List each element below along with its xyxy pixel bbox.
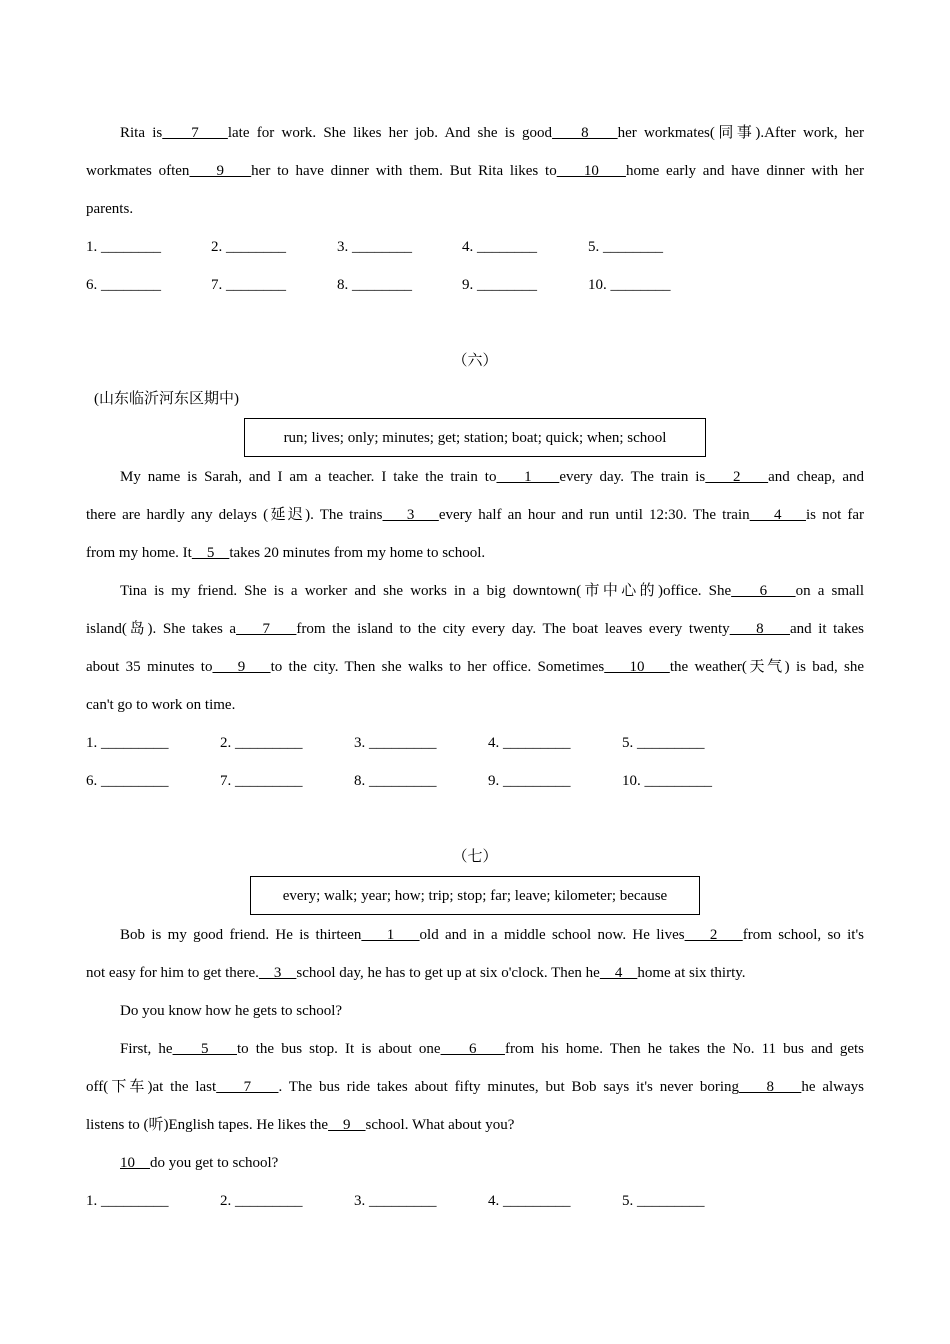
answer-blank: 5. ________ (588, 239, 663, 255)
text: Tina is my friend. She is a worker and she works in a big downtown(市中心的)office. She (120, 583, 732, 599)
answer-blank: 6. _________ (86, 773, 169, 789)
answer-blank: 3. ________ (337, 239, 412, 255)
text: her workmates(同事).After work, her (617, 125, 865, 141)
text: on a small (795, 583, 865, 599)
text: there are hardly any delays (延迟). The trains (86, 507, 383, 523)
text: the weather(天气) is bad, she (669, 659, 865, 675)
answer-blank: 4. _________ (488, 1193, 571, 1209)
section7-word-box: every; walk; year; how; trip; stop; far; leave; kilometer; because (250, 876, 700, 915)
answer-blank: 4. _________ (488, 735, 571, 751)
answer-blank: 7. ________ (211, 277, 286, 293)
answer-blank: 8. _________ (354, 773, 437, 789)
text: about 35 minutes to (86, 659, 213, 675)
answer-blank: 5. _________ (622, 735, 705, 751)
text: he always (801, 1079, 865, 1095)
blank-5: 5 (191, 545, 230, 561)
text: workmates often (86, 163, 190, 179)
blank-1: 1 (361, 927, 420, 943)
blank-6: 6 (731, 583, 796, 599)
blank-10: 10 (604, 659, 670, 675)
text: from my home. It (86, 545, 192, 561)
answer-blank: 2. ________ (211, 239, 286, 255)
blank-4: 4 (749, 507, 806, 523)
text: every day. The train is (559, 469, 706, 485)
blank-10-tail (135, 1155, 150, 1171)
blank-9: 9 (189, 163, 252, 179)
blank-8: 8 (729, 621, 790, 637)
text: from the island to the city every day. The boat leaves every twenty (296, 621, 730, 637)
text: Do you know how he gets to school? (120, 1003, 343, 1019)
section7-p4-line1 (120, 1153, 864, 1173)
text: and cheap, and (768, 469, 864, 485)
blank-5: 5 (172, 1041, 237, 1057)
blank-8: 8 (739, 1079, 802, 1095)
text: takes 20 minutes from my home to school. (229, 545, 486, 561)
blank-10: 10 (556, 163, 626, 179)
section6-p2-line3 (86, 657, 864, 677)
text: from his home. Then he takes the No. 11 bus and gets (504, 1041, 865, 1057)
text: her to have dinner with them. But Rita likes to (251, 163, 557, 179)
text: not easy for him to get there. (86, 965, 259, 981)
blank-8: 8 (552, 125, 618, 141)
answer-blank: 1. ________ (86, 239, 161, 255)
section7-p1-line1 (120, 925, 864, 945)
text: home early and have dinner with her (625, 163, 865, 179)
section6-p1-line2 (86, 505, 864, 525)
text: can't go to work on time. (86, 697, 236, 713)
answer-blank: 6. ________ (86, 277, 161, 293)
text: from school, so it's (742, 927, 865, 943)
text: My name is Sarah, and I am a teacher. I take the train to (120, 469, 497, 485)
section6-p2-line2 (86, 619, 864, 639)
blank-9: 9 (328, 1117, 366, 1133)
blank-3: 3 (258, 965, 297, 981)
blank-6: 6 (440, 1041, 505, 1057)
text: and it takes (789, 621, 865, 637)
text: every half an hour and run until 12:30. The train (438, 507, 750, 523)
blank-7: 7 (236, 621, 297, 637)
passage5-line2 (86, 161, 864, 181)
text: school day, he has to get up at six o'clock. Then he (296, 965, 600, 981)
answer-blank: 2. _________ (220, 735, 303, 751)
text: to the city. Then she walks to her office. Sometimes (270, 659, 605, 675)
answer-blank: 5. _________ (622, 1193, 705, 1209)
text: off(下车)at the last (86, 1079, 217, 1095)
text: school. What about you? (365, 1117, 515, 1133)
blank-2: 2 (684, 927, 743, 943)
answer-blank: 3. _________ (354, 735, 437, 751)
answer-blank: 4. ________ (462, 239, 537, 255)
section6-p1-line3 (86, 543, 864, 563)
blank-2: 2 (705, 469, 769, 485)
blank-1: 1 (496, 469, 560, 485)
blank-7: 7 (216, 1079, 279, 1095)
text: home at six thirty. (637, 965, 746, 981)
text: to the bus stop. It is about one (236, 1041, 441, 1057)
section7-p3-line2 (86, 1077, 864, 1097)
section6-p2-line1 (120, 581, 864, 601)
answer-blank: 7. _________ (220, 773, 303, 789)
blank-3: 3 (382, 507, 439, 523)
answer-blank: 3. _________ (354, 1193, 437, 1209)
text: Bob is my good friend. He is thirteen (120, 927, 362, 943)
text: listens to (听)English tapes. He likes the (86, 1117, 329, 1133)
answer-blank: 10. ________ (588, 277, 671, 293)
text: old and in a middle school now. He lives (419, 927, 685, 943)
section7-p3-line1 (120, 1039, 864, 1059)
answer-blank: 9. _________ (488, 773, 571, 789)
text: do you get to school? (150, 1155, 279, 1171)
blank-9: 9 (212, 659, 271, 675)
blank-10: 10 (120, 1155, 135, 1171)
text: is not far (805, 507, 864, 523)
text: island(岛). She takes a (86, 621, 237, 637)
section7-heading: （七） (452, 849, 498, 865)
blank-4: 4 (599, 965, 638, 981)
section6-heading: （六） (452, 353, 498, 369)
answer-blank: 9. ________ (462, 277, 537, 293)
answer-blank: 1. _________ (86, 735, 169, 751)
section6-p1-line1 (120, 467, 864, 487)
answer-blank: 1. _________ (86, 1193, 169, 1209)
text: First, he (120, 1041, 173, 1057)
text: late for work. She likes her job. And she is good (227, 125, 553, 141)
section6-p2-line4 (86, 695, 864, 715)
section6-word-box: run; lives; only; minutes; get; station; boat; quick; when; school (244, 418, 706, 457)
passage5-line3 (86, 199, 864, 219)
section7-p3-line3 (86, 1115, 864, 1135)
blank-7: 7 (162, 125, 228, 141)
text: . The bus ride takes about fifty minutes, but Bob says it's never boring (278, 1079, 740, 1095)
answer-blank: 10. _________ (622, 773, 712, 789)
passage5-line1 (120, 123, 864, 143)
section7-p1-line2 (86, 963, 864, 983)
section7-p2-line1 (120, 1001, 864, 1021)
answer-blank: 8. ________ (337, 277, 412, 293)
section6-source: (山东临沂河东区期中) (94, 391, 239, 407)
answer-blank: 2. _________ (220, 1193, 303, 1209)
text: Rita is (120, 125, 163, 141)
text: parents. (86, 201, 134, 217)
